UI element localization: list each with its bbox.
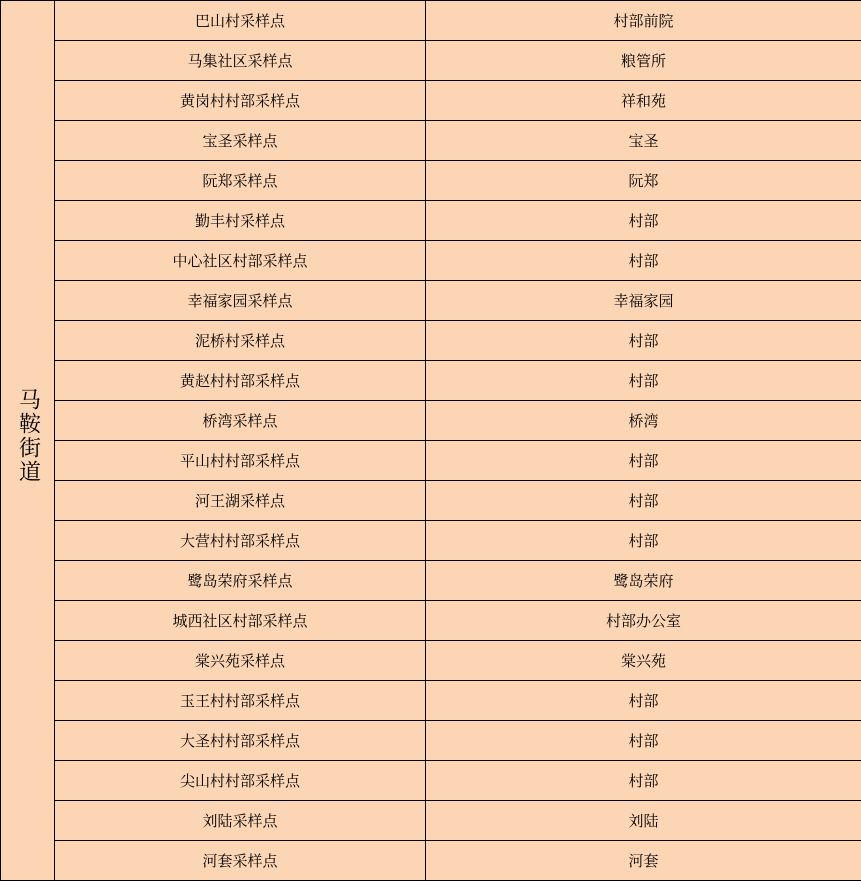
table-row — [1, 601, 861, 641]
site-location-cell[interactable]: 村部 — [426, 441, 861, 481]
table-row — [1, 561, 861, 601]
site-location-cell[interactable]: 阮郑 — [426, 161, 861, 201]
site-name-cell[interactable]: 河套采样点 — [55, 841, 426, 881]
table-row — [1, 441, 861, 481]
site-location-cell[interactable]: 祥和苑 — [426, 81, 861, 121]
site-location-cell[interactable]: 村部 — [426, 761, 861, 801]
table-row — [1, 641, 861, 681]
site-location-cell[interactable]: 村部 — [426, 241, 861, 281]
site-location-cell[interactable]: 村部 — [426, 681, 861, 721]
table-row — [1, 521, 861, 561]
table-row — [1, 841, 861, 881]
site-location-cell[interactable]: 村部 — [426, 201, 861, 241]
site-name-cell[interactable]: 巴山村采样点 — [55, 1, 426, 41]
table-row — [1, 401, 861, 441]
site-name-cell[interactable]: 棠兴苑采样点 — [55, 641, 426, 681]
table-row — [1, 801, 861, 841]
site-location-cell[interactable]: 桥湾 — [426, 401, 861, 441]
site-name-cell[interactable]: 河王湖采样点 — [55, 481, 426, 521]
site-name-cell[interactable]: 尖山村村部采样点 — [55, 761, 426, 801]
site-name-cell[interactable]: 宝圣采样点 — [55, 121, 426, 161]
site-location-cell[interactable]: 村部 — [426, 481, 861, 521]
site-name-cell[interactable]: 泥桥村采样点 — [55, 321, 426, 361]
site-name-cell[interactable]: 幸福家园采样点 — [55, 281, 426, 321]
table-row — [1, 321, 861, 361]
table-row — [1, 121, 861, 161]
district-label: 马鞍街道 — [15, 388, 41, 484]
table-row — [1, 281, 861, 321]
table-body — [1, 1, 861, 881]
site-name-cell[interactable]: 桥湾采样点 — [55, 401, 426, 441]
table-row — [1, 241, 861, 281]
site-name-cell[interactable]: 勤丰村采样点 — [55, 201, 426, 241]
site-location-cell[interactable]: 粮管所 — [426, 41, 861, 81]
site-name-cell[interactable]: 平山村村部采样点 — [55, 441, 426, 481]
table-row — [1, 201, 861, 241]
table-row — [1, 761, 861, 801]
table-row — [1, 721, 861, 761]
site-location-cell[interactable]: 刘陆 — [426, 801, 861, 841]
site-location-cell[interactable]: 村部 — [426, 361, 861, 401]
site-name-cell[interactable]: 大圣村村部采样点 — [55, 721, 426, 761]
table-row — [1, 161, 861, 201]
site-name-cell[interactable]: 大营村村部采样点 — [55, 521, 426, 561]
table-row — [1, 681, 861, 721]
site-location-cell[interactable]: 鹭岛荣府 — [426, 561, 861, 601]
table-row — [1, 361, 861, 401]
table-row — [1, 1, 861, 41]
site-location-cell[interactable]: 村部 — [426, 521, 861, 561]
site-location-cell[interactable]: 幸福家园 — [426, 281, 861, 321]
site-name-cell[interactable]: 鹭岛荣府采样点 — [55, 561, 426, 601]
site-name-cell[interactable]: 黄岗村村部采样点 — [55, 81, 426, 121]
site-location-cell[interactable]: 宝圣 — [426, 121, 861, 161]
site-name-cell[interactable]: 刘陆采样点 — [55, 801, 426, 841]
site-location-cell[interactable]: 村部 — [426, 721, 861, 761]
table-row — [1, 81, 861, 121]
site-location-cell[interactable]: 村部前院 — [426, 1, 861, 41]
table-row — [1, 481, 861, 521]
site-name-cell[interactable]: 城西社区村部采样点 — [55, 601, 426, 641]
site-name-cell[interactable]: 马集社区采样点 — [55, 41, 426, 81]
site-location-cell[interactable]: 河套 — [426, 841, 861, 881]
site-location-cell[interactable]: 村部办公室 — [426, 601, 861, 641]
site-name-cell[interactable]: 阮郑采样点 — [55, 161, 426, 201]
site-name-cell[interactable]: 玉王村村部采样点 — [55, 681, 426, 721]
site-name-cell[interactable]: 黄赵村村部采样点 — [55, 361, 426, 401]
site-location-cell[interactable]: 村部 — [426, 321, 861, 361]
site-name-cell[interactable]: 中心社区村部采样点 — [55, 241, 426, 281]
site-location-cell[interactable]: 棠兴苑 — [426, 641, 861, 681]
district-cell[interactable] — [1, 1, 55, 881]
table-row — [1, 41, 861, 81]
